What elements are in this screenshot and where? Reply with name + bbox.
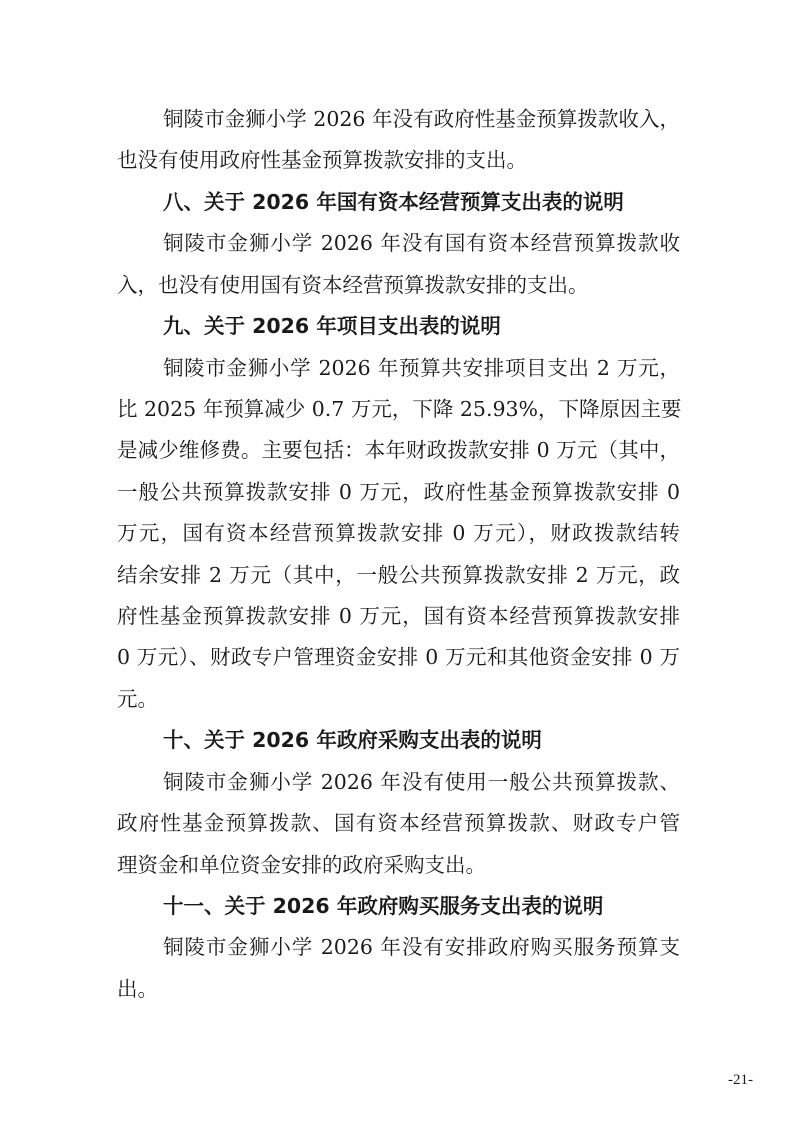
text-line: 铜陵市金狮小学 2026 年没有安排政府购买服务预算支 [163, 935, 680, 960]
text-line: 元。 [117, 686, 158, 711]
text-line: 0 万元）、财政专户管理资金安排 0 万元和其他资金安排 0 万 [117, 645, 680, 670]
text-line: 比 2025 年预算减少 0.7 万元，下降 25.93%，下降原因主要 [117, 396, 682, 421]
paragraph [117, 762, 680, 886]
text-line: 出。 [117, 976, 158, 1001]
text-line: 铜陵市金狮小学 2026 年没有国有资本经营预算拨款收 [163, 231, 680, 256]
document-body [117, 99, 680, 1010]
text-line: 铜陵市金狮小学 2026 年预算共安排项目支出 2 万元， [163, 355, 680, 380]
section-heading [117, 720, 680, 761]
section-heading [117, 306, 680, 347]
section-heading [117, 182, 680, 223]
text-line: 铜陵市金狮小学 2026 年没有政府性基金预算拨款收入， [163, 107, 680, 131]
text-line: 结余安排 2 万元（其中，一般公共预算拨款安排 2 万元，政 [117, 562, 680, 587]
paragraph [117, 99, 680, 182]
text-line: 一般公共预算拨款安排 0 万元，政府性基金预算拨款安排 0 [117, 479, 680, 504]
text-line: 万元，国有资本经营预算拨款安排 0 万元），财政拨款结转 [117, 521, 680, 546]
text-line: 也没有使用政府性基金预算拨款安排的支出。 [117, 148, 527, 173]
page-number: -21- [728, 1072, 753, 1088]
text-line: 九、关于 2026 年项目支出表的说明 [163, 314, 501, 339]
text-line: 十、关于 2026 年政府采购支出表的说明 [163, 728, 542, 753]
text-line: 府性基金预算拨款安排 0 万元，国有资本经营预算拨款安排 [117, 604, 680, 629]
section-heading [117, 886, 680, 927]
text-line: 八、关于 2026 年国有资本经营预算支出表的说明 [163, 189, 624, 214]
paragraph [117, 348, 680, 721]
paragraph [117, 927, 680, 1010]
text-line: 是减少维修费。主要包括：本年财政拨款安排 0 万元（其中， [117, 438, 680, 463]
text-line: 理资金和单位资金安排的政府采购支出。 [117, 852, 486, 877]
text-line: 入，也没有使用国有资本经营预算拨款安排的支出。 [117, 272, 589, 297]
paragraph [117, 223, 680, 306]
text-line: 铜陵市金狮小学 2026 年没有使用一般公共预算拨款、 [163, 769, 680, 794]
text-line: 政府性基金预算拨款、国有资本经营预算拨款、财政专户管 [117, 811, 680, 836]
text-line: 十一、关于 2026 年政府购买服务支出表的说明 [163, 894, 604, 919]
